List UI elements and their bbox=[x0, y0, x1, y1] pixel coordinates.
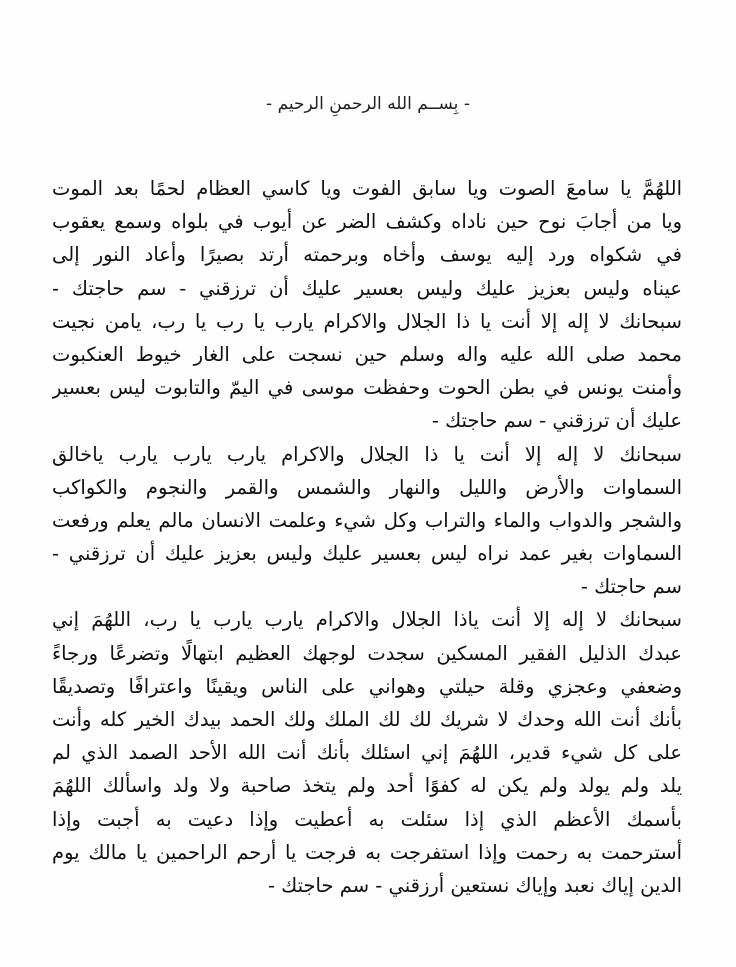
text-line: سم حاجتك - bbox=[580, 575, 682, 599]
text-line: وأمنت يونس في بطن الحوت وحفظت موسى في اليمّ والتابوت ليس بعسير bbox=[52, 376, 682, 400]
text-line: السماوات بغير عمد نراه ليس بعسير عليك وليس بعزيز عليك أن ترزقني - bbox=[52, 542, 682, 566]
text-line: الدين إياك نعبد وإياك نستعين أرزقني - سم حاجتك - bbox=[267, 873, 682, 897]
text-line: على كل شيء قدير، اللهُمَ إني اسئلك بأنك أنت الله الأحد الصمد الذي لم bbox=[52, 741, 682, 765]
text-line: والشجر والدواب والماء والتراب وكل شيء وعلمت الانسان مالم يعلم ورفعت bbox=[52, 508, 682, 532]
prayer-body bbox=[52, 172, 682, 902]
text-line: عبدك الذليل الفقير المسكين سجدت لوجهك العظيم ابتهالًا وتضرعًا ورجاءً bbox=[52, 641, 682, 665]
text-line: السماوات والأرض والليل والنهار والشمس والقمر والنجوم والكواكب bbox=[52, 475, 682, 499]
text-line: سبحانك لا إله إلا أنت يا ذا الجلال والاكرام يارب يا رب يا رب، يامن نجيت bbox=[52, 309, 682, 333]
text-line: بأسمك الأعظم الذي إذا سئلت به أعطيت وإذا دعيت به أجبت وإذا bbox=[52, 807, 682, 831]
basmala-heading: - بِســم الله الرحمنِ الرحيم - bbox=[266, 94, 470, 114]
text-line: عليك أن ترزقني - سم حاجتك - bbox=[431, 409, 682, 433]
text-line: اللهُمَّ يا سامعَ الصوت ويا سابق الفوت ويا كاسي العظام لحمًا بعد الموت bbox=[52, 177, 682, 200]
text-line: سبحانك لا إله إلا أنت يا ذا الجلال والاكرام يارب يارب يارب ياخالق bbox=[52, 442, 682, 466]
text-line: يلد ولم يولد ولم يكن له كفوًا أحد ولم يتخذ صاحبة ولا ولد واسألك اللهُمَ bbox=[52, 774, 682, 798]
text-line: سبحانك لا إله إلا أنت ياذا الجلال والاكرام يارب يارب يا رب، اللهُمَ إني bbox=[52, 608, 682, 632]
text-line: في شكواه ورد إليه يوسف وأخاه وبرحمته أرتد بصيرًا وأعاد النور إلى bbox=[52, 243, 682, 267]
text-line: محمد صلى الله عليه واله وسلم حين نسجت على الغار خيوط العنكبوت bbox=[52, 342, 682, 366]
text-line: ويا من أجابَ نوح حين ناداه وكشف الضر عن أيوب في بلواه وسمع يعقوب bbox=[52, 210, 682, 234]
text-line: بأنك أنت الله وحدك لا شريك لك لك الملك ولك الحمد بيدك الخير كله وأنت bbox=[52, 708, 682, 731]
text-line: عيناه وليس بعزيز عليك وليس بعسير عليك أن ترزقني - سم حاجتك - bbox=[52, 276, 682, 300]
text-line: وضعفي وعجزي وقلة حيلتي وهواني على الناس ويقينًا واعترافًا وتصديقًا bbox=[52, 674, 682, 698]
text-line: أسترحمت به رحمت وإذا استفرجت به فرجت يا أرحم الراحمين يا مالك يوم bbox=[52, 840, 682, 864]
